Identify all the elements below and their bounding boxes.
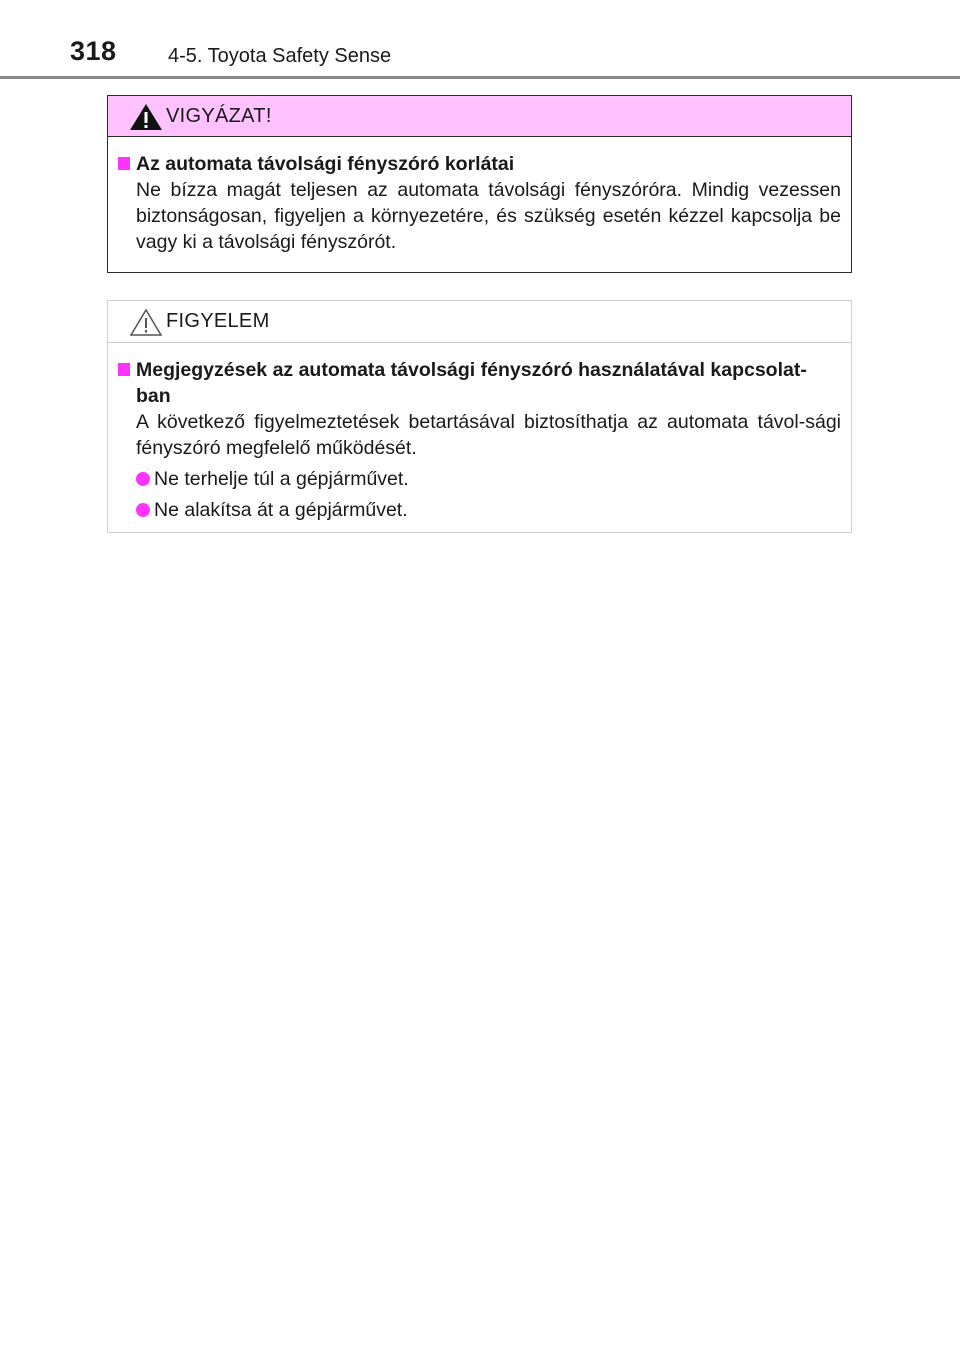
square-bullet-icon	[118, 157, 130, 170]
notice-label: FIGYELEM	[166, 310, 270, 332]
warning-header	[108, 96, 851, 137]
notice-item-title-row	[118, 357, 841, 409]
list-item	[118, 497, 841, 523]
bullet-text: Ne terhelje túl a gépjárművet.	[154, 468, 409, 490]
section-title: 4-5. Toyota Safety Sense	[168, 45, 392, 67]
circle-bullet-icon	[136, 503, 150, 517]
warning-item-title-row	[118, 151, 841, 177]
warning-triangle-outline-icon	[128, 307, 164, 337]
header-divider	[0, 76, 960, 79]
circle-bullet-icon	[136, 472, 150, 486]
warning-item-title: Az automata távolsági fényszóró korlátai	[136, 153, 515, 175]
notice-body	[108, 343, 851, 523]
square-bullet-icon	[118, 363, 130, 376]
warning-label: VIGYÁZAT!	[166, 105, 272, 127]
warning-box	[107, 95, 852, 273]
warning-item-text: Ne bízza magát teljesen az automata távolsági fényszóróra. Mindig vezessen biztonságosan, figyeljen a környezetére, és szükség esetén kézzel kapcsolja be vagy ki a távolsági fényszórót.	[136, 179, 841, 253]
warning-body	[108, 137, 851, 255]
warning-triangle-filled-icon	[128, 102, 164, 132]
page-header	[0, 0, 960, 78]
notice-item-title: Megjegyzések az automata távolsági fényszóró használatával kapcsolat-ban	[136, 359, 807, 407]
list-item	[118, 466, 841, 492]
notice-box	[107, 300, 852, 533]
page-number: 318	[70, 36, 117, 66]
notice-item-text: A következő figyelmeztetések betartásával biztosíthatja az automata távol-sági fényszóró megfelelő működését.	[136, 411, 841, 459]
bullet-text: Ne alakítsa át a gépjárművet.	[154, 499, 408, 521]
notice-header	[108, 301, 851, 343]
